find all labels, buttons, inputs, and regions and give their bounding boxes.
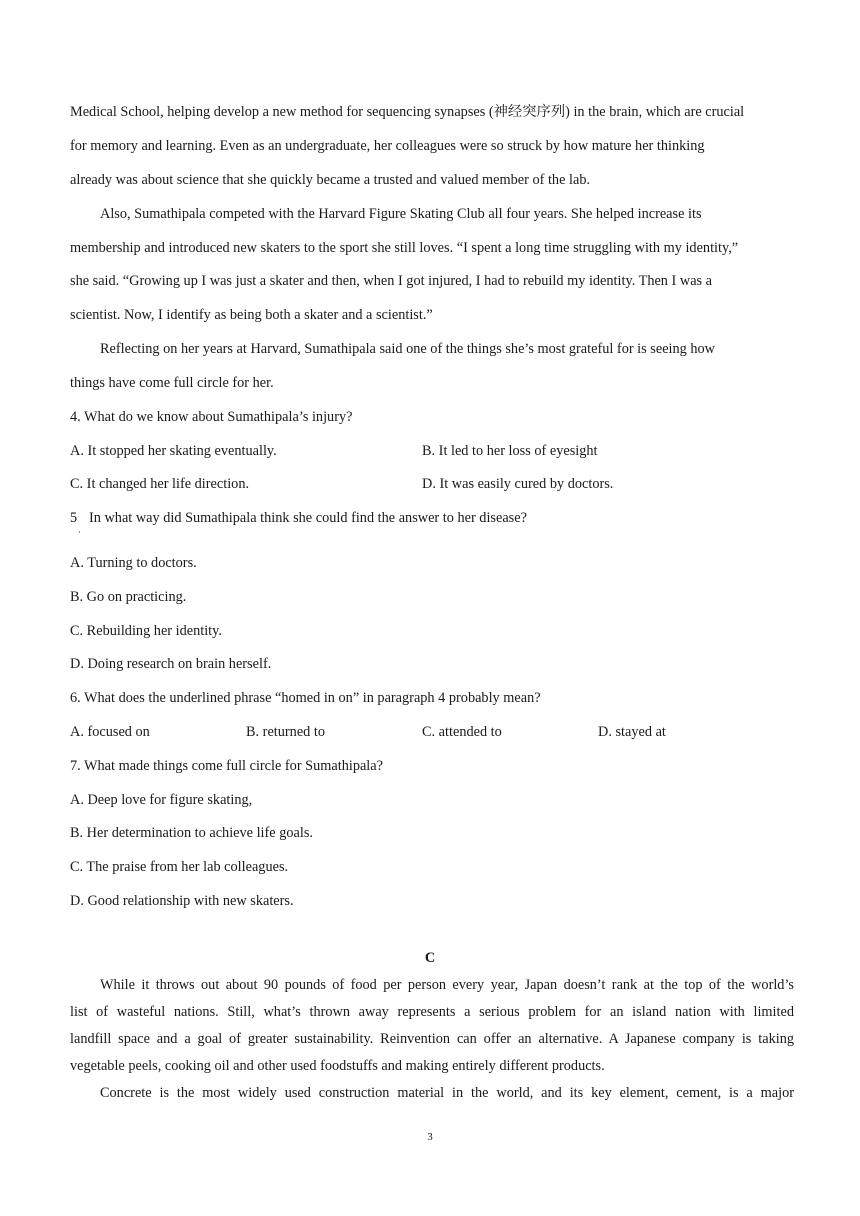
paragraph-line: membership and introduced new skaters to the sport she still loves. “I spent a long time struggling with my identity,” — [70, 240, 739, 256]
paragraph-line: things have come full circle for her. — [70, 375, 274, 391]
question-stem: 6. What does the underlined phrase “homed in on” in paragraph 4 probably mean? — [70, 690, 541, 706]
passage-heading: C — [424, 950, 436, 966]
option-a: A. Turning to doctors. — [70, 555, 197, 571]
option-b: B. It led to her loss of eyesight — [422, 443, 598, 459]
option-c: C. It changed her life direction. — [70, 476, 250, 492]
option-a: A. focused on — [70, 724, 150, 740]
question-stem: 7. What made things come full circle for Sumathipala? — [70, 758, 383, 774]
paragraph-line: Reflecting on her years at Harvard, Sumathipala said one of the things she’s most grateful for is seeing how — [100, 341, 716, 357]
paragraph-line: Medical School, helping develop a new method for sequencing synapses (神经突序列) in the brain, which are crucial — [70, 104, 745, 120]
option-b: B. Go on practicing. — [70, 589, 187, 605]
option-c: C. The praise from her lab colleagues. — [70, 859, 289, 875]
option-c: C. Rebuilding her identity. — [70, 623, 222, 639]
option-d: D. Doing research on brain herself. — [70, 656, 272, 672]
paragraph-line: for memory and learning. Even as an undergraduate, her colleagues were so struck by how mature her thinking — [70, 138, 705, 154]
paragraph-line: vegetable peels, cooking oil and other used foodstuffs and making entirely different products. — [70, 1058, 605, 1074]
option-a: A. Deep love for figure skating, — [70, 792, 253, 808]
stray-dot: · — [78, 527, 81, 537]
paragraph-line: list of wasteful nations. Still, what’s thrown away represents a serious problem for an island nation with limited — [70, 1004, 794, 1020]
paragraph-line: she said. “Growing up I was just a skater and then, when I got injured, I had to rebuild my identity. Then I was a — [70, 273, 713, 289]
paragraph-line: already was about science that she quickly became a trusted and valued member of the lab. — [70, 172, 591, 188]
option-c: C. attended to — [422, 724, 502, 740]
paragraph-line: landfill space and a goal of greater sustainability. Reinvention can offer an alternative. A Japanese company is taking — [70, 1031, 794, 1047]
question-stem: In what way did Sumathipala think she could find the answer to her disease? — [89, 510, 527, 526]
option-d: D. Good relationship with new skaters. — [70, 893, 294, 909]
paragraph-line: While it throws out about 90 pounds of food per person every year, Japan doesn’t rank at the top of the world’s — [100, 977, 794, 993]
option-b: B. returned to — [246, 724, 326, 740]
question-stem: 4. What do we know about Sumathipala’s injury? — [70, 409, 353, 425]
option-b: B. Her determination to achieve life goals. — [70, 825, 313, 841]
paragraph-line: Also, Sumathipala competed with the Harvard Figure Skating Club all four years. She helped increase its — [100, 206, 702, 222]
option-d: D. stayed at — [598, 724, 666, 740]
paragraph-line: Concrete is the most widely used construction material in the world, and its key element, cement, is a major — [100, 1085, 794, 1101]
option-d: D. It was easily cured by doctors. — [422, 476, 614, 492]
question-number: 5 — [70, 510, 78, 526]
option-a: A. It stopped her skating eventually. — [70, 443, 277, 459]
paragraph-line: scientist. Now, I identify as being both a skater and a scientist.” — [70, 307, 433, 323]
page-number: 3 — [427, 1131, 433, 1143]
